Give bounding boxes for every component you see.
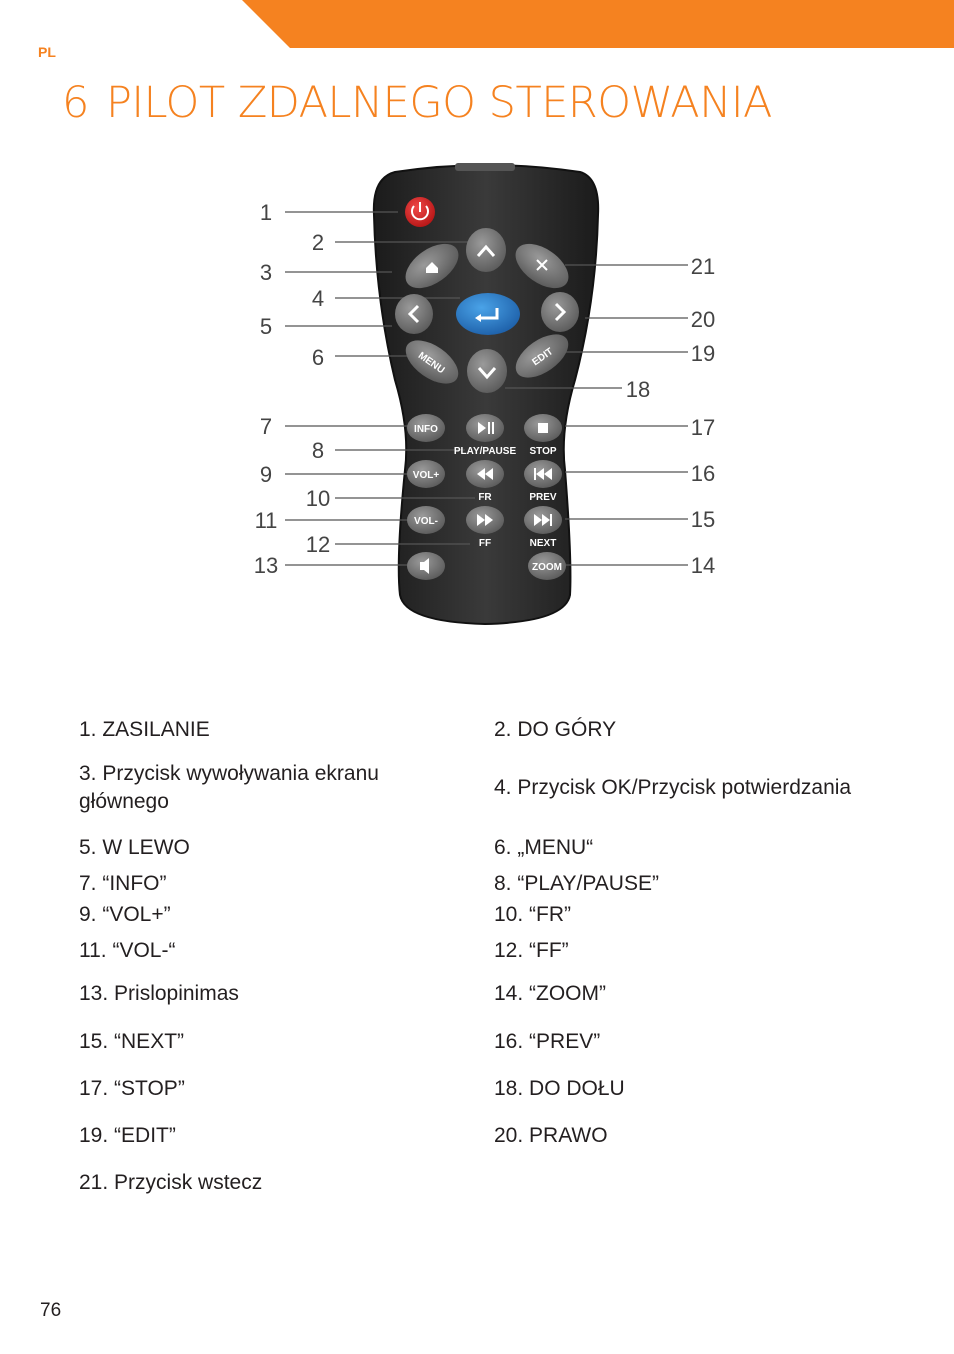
ok-button-graphic — [456, 293, 520, 335]
legend-item: 14. “ZOOM” — [494, 982, 607, 1005]
header-accent-bar — [0, 0, 954, 50]
callout-number-19: 19 — [690, 341, 716, 366]
down-button-graphic — [467, 349, 507, 393]
language-tag: PL — [38, 44, 56, 60]
legend-item: 10. “FR” — [494, 903, 572, 926]
legend-item: 5. W LEWO — [79, 836, 190, 859]
legend-item: 19. “EDIT” — [79, 1124, 176, 1147]
prev-caption: PREV — [529, 492, 557, 503]
callout-number-11: 11 — [254, 508, 278, 533]
next-caption: NEXT — [529, 538, 557, 549]
legend-item: 8. “PLAY/PAUSE” — [494, 872, 659, 895]
legend-item: 2. DO GÓRY — [494, 718, 617, 741]
legend-item: 4. Przycisk OK/Przycisk potwierdzania — [494, 776, 852, 799]
legend-item: 6. „MENU“ — [494, 836, 594, 859]
callout-number-5: 5 — [259, 314, 273, 339]
play-pause-caption: PLAY/PAUSE — [453, 446, 517, 457]
callout-number-2: 2 — [311, 230, 325, 255]
page-title: PILOT ZDALNEGO STEROWANIA — [106, 78, 772, 128]
legend-item: 18. DO DOŁU — [494, 1077, 625, 1100]
legend-item: 17. “STOP” — [79, 1077, 185, 1100]
section-number: 6 — [62, 78, 90, 128]
remote-control-illustration — [240, 160, 730, 630]
callout-number-18: 18 — [625, 377, 651, 402]
fr-caption: FR — [478, 492, 492, 503]
callout-number-13: 13 — [253, 553, 279, 578]
callout-number-21: 21 — [690, 254, 716, 279]
legend-item: 11. “VOL-“ — [79, 939, 176, 962]
ff-caption: FF — [478, 538, 492, 549]
vol-plus-button-text: VOL+ — [412, 470, 440, 481]
callout-number-9: 9 — [259, 462, 273, 487]
legend-item: 20. PRAWO — [494, 1124, 608, 1147]
callout-number-4: 4 — [311, 286, 325, 311]
callout-number-7: 7 — [259, 414, 273, 439]
callout-number-8: 8 — [311, 438, 325, 463]
legend-item: 15. “NEXT” — [79, 1030, 185, 1053]
legend-item: 9. “VOL+” — [79, 903, 171, 926]
edit-button-text: EDIT — [530, 346, 556, 369]
legend-item: 12. “FF” — [494, 939, 569, 962]
callout-number-12: 12 — [305, 532, 331, 557]
menu-button-text: MENU — [415, 350, 447, 377]
vol-minus-button-text: VOL- — [414, 516, 438, 527]
up-button-graphic — [466, 228, 506, 272]
legend-item: 13. Prislopinimas — [79, 982, 239, 1005]
callout-number-1: 1 — [259, 200, 273, 225]
callout-number-20: 20 — [690, 307, 716, 332]
page-number: 76 — [40, 1300, 62, 1321]
callout-number-10: 10 — [305, 486, 331, 511]
callout-number-3: 3 — [259, 260, 273, 285]
callout-number-14: 14 — [690, 553, 716, 578]
callout-number-15: 15 — [690, 507, 716, 532]
legend-item: 16. “PREV” — [494, 1030, 601, 1053]
callout-number-17: 17 — [690, 415, 716, 440]
legend-item: 7. “INFO” — [79, 872, 167, 895]
left-button-graphic — [395, 294, 433, 334]
zoom-button-text: ZOOM — [532, 562, 562, 573]
callout-number-6: 6 — [311, 345, 325, 370]
info-button-text: INFO — [414, 424, 438, 435]
legend-item: 21. Przycisk wstecz — [79, 1171, 263, 1194]
right-button-graphic — [541, 292, 579, 332]
legend-item: 1. ZASILANIE — [79, 718, 210, 741]
callout-number-16: 16 — [690, 461, 716, 486]
stop-caption: STOP — [529, 446, 557, 457]
legend-item: 3. Przycisk wywoływania ekranu głównego — [79, 762, 379, 813]
